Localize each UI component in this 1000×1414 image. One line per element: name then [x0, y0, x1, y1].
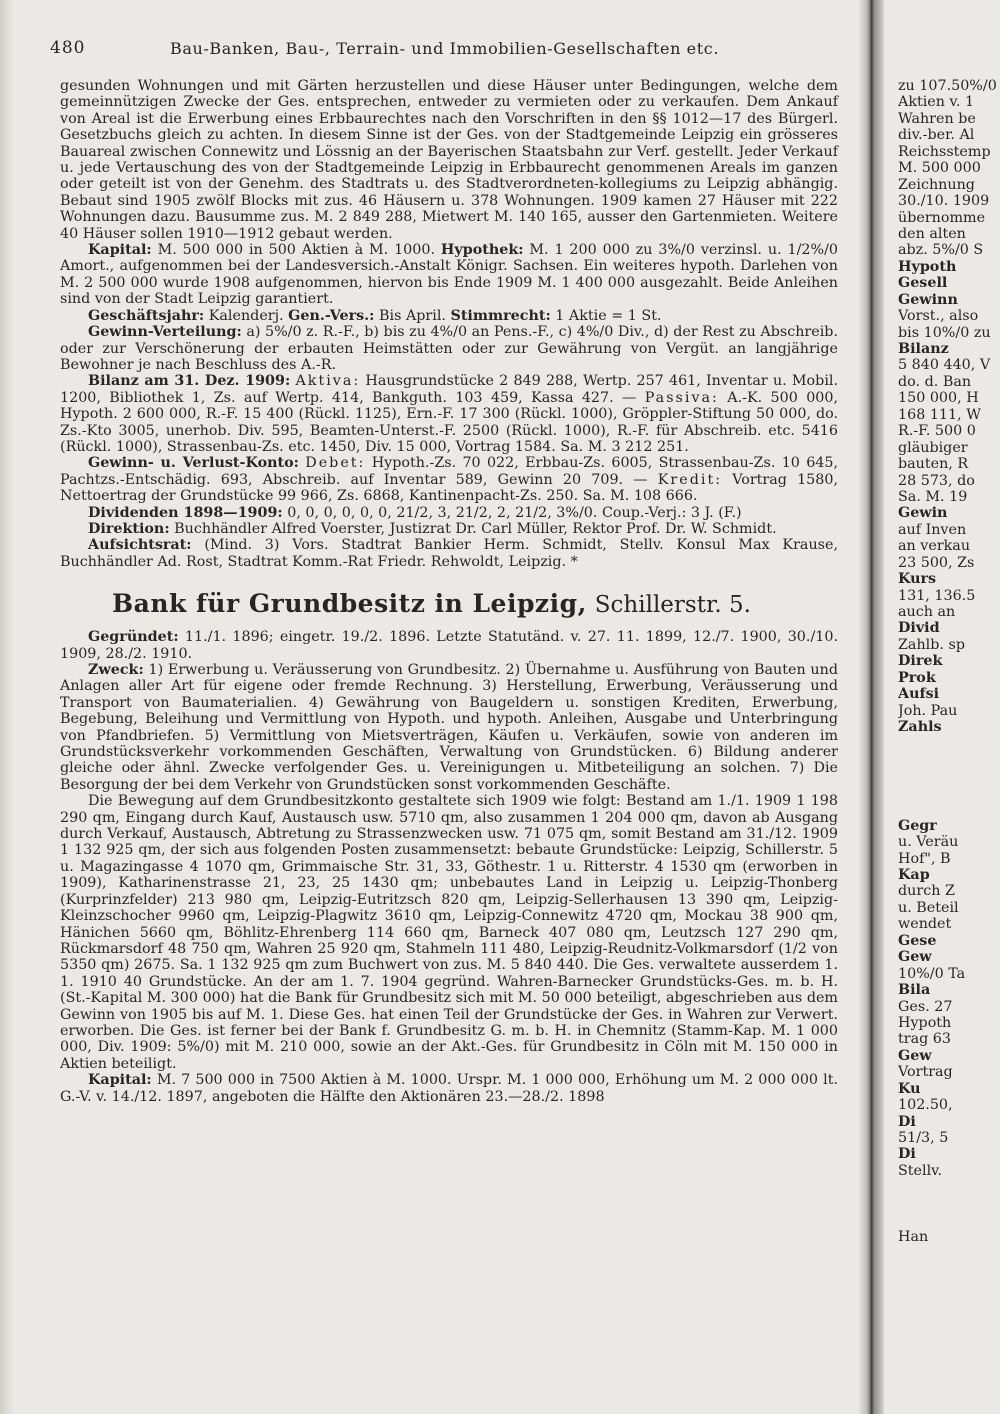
- adjacent-line: R.-F. 500 0: [898, 423, 976, 440]
- bank-zweck-paragraph: [60, 662, 838, 793]
- adjacent-line: 28 573, do: [898, 472, 975, 489]
- prev-gv-text: Bis April.: [378, 307, 446, 324]
- prev-kredit-text: Vortrag 1580, Nettoertrag der Grundstücke 99 966, Zs. 6868, Kantinenpacht-Zs. 250. Sa. M. 108 666.: [60, 471, 839, 505]
- prev-geschaeftsjahr-paragraph: [60, 308, 838, 324]
- adjacent-line: Divid: [898, 620, 940, 637]
- adjacent-line: M. 500 000: [898, 160, 981, 177]
- adjacent-line: [898, 1179, 1000, 1195]
- bank-gegr-text: 11./1. 1896; eingetr. 19./2. 1896. Letzte Statutänd. v. 27. 11. 1899, 12./7. 1900, 30./10. 1909, 28./2. 1910.: [60, 629, 839, 662]
- adjacent-line: Zahls: [898, 719, 942, 736]
- adjacent-line: Zeichnung: [898, 176, 975, 193]
- adjacent-line: Bilanz: [898, 341, 949, 357]
- adjacent-line: Kap: [898, 867, 930, 883]
- adjacent-line: Ges. 27: [898, 998, 953, 1015]
- adjacent-line: Reichsstemp: [898, 143, 991, 160]
- bank-kapital-paragraph: [60, 1072, 838, 1105]
- bank-gegruendet-paragraph: [60, 629, 838, 662]
- main-column: [60, 78, 838, 1105]
- running-title: Bau-Banken, Bau-, Terrain- und Immobilien-Gesellschaften etc.: [170, 39, 720, 58]
- adjacent-line: Aktien v. 1: [898, 94, 975, 111]
- adjacent-line: Han: [898, 1228, 929, 1245]
- adjacent-line: wendet: [898, 916, 952, 933]
- prev-dividenden-paragraph: [60, 505, 838, 521]
- adjacent-line: auch an: [898, 604, 956, 620]
- adjacent-line: 150 000, H: [898, 390, 979, 407]
- prev-direktion-paragraph: [60, 521, 838, 537]
- adjacent-line: Stellv.: [898, 1162, 943, 1179]
- prev-passiva-word: Passiva:: [644, 389, 719, 406]
- adjacent-line: Hypoth: [898, 258, 957, 275]
- prev-hypothek-text: M. 1 200 000 zu 3%/0 verzinsl. u. 1/2%/0 Amort., aufgenommen bei der Landesversich.-Anstalt Königr. Sachsen. Ein weiteres hypoth. Darlehen von M. 2 500 000 wurde 1908 aufgenommen, hiervon bis Ende 1909 M. 1 400 000 ausgezahlt. Beide Anleihen sind von der Stadt Leipzig garantiert.: [60, 242, 838, 308]
- prev-kredit-word: Kredit:: [657, 471, 723, 488]
- adjacent-line: Gewinn: [898, 291, 958, 308]
- prev-div-text: 0, 0, 0, 0, 0, 0, 21/2, 3, 21/2, 2, 21/2, 3%/0. Coup.-Verj.: 3 J. (F.): [287, 504, 742, 521]
- adjacent-line: bis 10%/0 zu: [898, 324, 991, 341]
- adjacent-line: Di: [898, 1146, 916, 1163]
- adjacent-line: Prok: [898, 669, 936, 686]
- adjacent-line: u. Beteil: [898, 899, 959, 916]
- bank-kapital-text: M. 7 500 000 in 7500 Aktien à M. 1000. Urspr. M. 1 000 000, Erhöhung um M. 2 000 000 lt. G.-V. v. 14./12. 1897, angeboten die Hälfte den Aktionären 23.—28./2. 1898: [60, 1072, 838, 1105]
- adjacent-line: Hypoth: [898, 1014, 952, 1031]
- adjacent-line: 51/3, 5: [898, 1130, 949, 1146]
- prev-stimm-label: Stimmrecht:: [450, 307, 551, 324]
- adjacent-line: [898, 785, 1000, 801]
- prev-stimm-text: 1 Aktie = 1 St.: [555, 307, 662, 324]
- adjacent-line: [898, 801, 1000, 817]
- bank-address: Schillerstr. 5.: [594, 592, 751, 619]
- adjacent-line: trag 63: [898, 1031, 951, 1048]
- adjacent-line: div.-ber. Al: [898, 127, 975, 144]
- adjacent-line: Hof", B: [898, 850, 951, 867]
- adjacent-line: zu 107.50%/0: [898, 78, 997, 94]
- adjacent-line: [898, 752, 1000, 768]
- adjacent-line: Zahlb. sp: [898, 636, 965, 653]
- adjacent-line: den alten: [898, 225, 966, 242]
- prev-kapital-label: Kapital:: [88, 242, 152, 259]
- page-header: [50, 38, 850, 62]
- prev-gewv-text: a) 5%/0 z. R.-F., b) bis zu 4%/0 an Pens.-F., c) 4%/0 Div., d) der Rest zu Abschreib. oder zur Verschönerung der erbauten Heimstätten oder zur Gewährung von Vergüt. an langjährige Bewohner je nach Beschluss des A.-R.: [60, 324, 838, 373]
- adjacent-line: gläubiger: [898, 439, 968, 456]
- adjacent-line: [898, 768, 1000, 784]
- adjacent-line: [898, 736, 1000, 752]
- adjacent-line: Bila: [898, 982, 931, 999]
- prev-gv-label: Gen.-Vers.:: [288, 307, 375, 324]
- adjacent-line: 30./10. 1909: [898, 193, 990, 210]
- adjacent-line: 131, 136.5: [898, 587, 976, 604]
- prev-entry-intro: gesunden Wohnungen und mit Gärten herzustellen und diese Häuser unter Bedingungen, welche dem gemeinnützigen Zwecke der Ges. entsprechen, entweder zu vermieten oder zu verkaufen. Dem Ankauf von Areal ist die Erwerbung eines Erbbaurechtes nach den Vorschriften in den §§ 1012—17 des Bürgerl. Gesetzbuchs gleich zu achten. In diesem Sinne ist der Ges. von der Stadtgemeinde Leipzig ein grösseres Bauareal zwischen Connewitz und Lössnig an der Bayerischen Staatsbahn zur Verf. gestellt. Jeder Verkauf u. jede Vertauschung des von der Stadtgemeinde Leipzig in Erbbaurecht genommenen Areals im ganzen oder geteilt ist von der Genehm. des Stadtrats u. des Stadtverordneten-kollegiums zu Leipzig abhängig. Bebaut sind 1905 zwölf Blocks mit zus. 46 Häusern u. 378 Wohnungen. 1909 kamen 27 Häuser mit 222 Wohnungen dazu. Bausumme zus. M. 2 849 288, Mietwert M. 140 165, ausser den Gartenmieten. Weitere 40 Häuser sollen 1910—1912 gebaut werden.: [60, 78, 838, 242]
- prev-debet-word: Debet:: [305, 455, 366, 472]
- prev-aktiva-word: Aktiva:: [295, 373, 361, 390]
- adjacent-line: [898, 1212, 1000, 1228]
- scan-edge-left: [0, 0, 14, 1414]
- adjacent-line: 168 111, W: [898, 406, 981, 423]
- bank-zweck-label: Zweck:: [88, 662, 144, 678]
- adjacent-line: Gese: [898, 932, 937, 949]
- adjacent-line: übernomme: [898, 209, 986, 226]
- adjacent-line: 102.50,: [898, 1097, 953, 1114]
- page-number: 480: [50, 38, 86, 58]
- adjacent-line: Aufsi: [898, 686, 940, 703]
- bank-kapital-label: Kapital:: [88, 1072, 152, 1089]
- adjacent-line: 10%/0 Ta: [898, 965, 966, 982]
- adjacent-line: Vorst., also: [898, 308, 979, 325]
- prev-guv-paragraph: [60, 455, 838, 504]
- adjacent-line: u. Veräu: [898, 834, 959, 851]
- adjacent-line: Gew: [898, 1047, 932, 1064]
- prev-ar-label: Aufsichtsrat:: [88, 537, 192, 554]
- adjacent-page-column: [898, 78, 1000, 1414]
- bank-zweck-text: 1) Erwerbung u. Veräusserung von Grundbesitz. 2) Übernahme u. Ausführung von Bauten und Anlagen aller Art für eigene oder fremde Rechnung. 3) Herstellung, Erwerbung, Veräusserung und Transport von Baumaterialien. 4) Gewährung von Baugeldern u. sonstigen Krediten, Erwerbung, Begebung, Beleihung und Vermittlung von Hypoth. und hypoth. Anleihen, Ausgabe und Unterbringung von Pfandbriefen. 5) Vermittlung von Mietsverträgen, Käufen u. Verkäufen, sowie von anderen im Grundstücksverkehr vorkommenden Geschäften, Verwaltung von Grundstücken. 6) Bildung anderer gleiche oder ähnl. Zwecke verfolgender Ges. u. Vereinigungen u. Mitbeteiligung an solchen. 7) Die Besorgung der bei dem Verkehr von Grundstücken sonst vorkommenden Geschäfte.: [60, 662, 838, 793]
- prev-aktiva-text: Hausgrundstücke 2 849 288, Wertp. 257 461, Inventar u. Mobil. 1200, Bibliothek 1, Zs. auf Wertp. 414, Bankguth. 103 459, Kassa 427. —: [60, 373, 839, 406]
- adjacent-line: durch Z: [898, 883, 955, 900]
- adjacent-line: an verkau: [898, 538, 971, 555]
- bank-name: Bank für Grundbesitz in Leipzig,: [112, 589, 587, 619]
- prev-gj-label: Geschäftsjahr:: [88, 307, 205, 324]
- prev-gewinnverteilung-paragraph: [60, 324, 838, 373]
- adjacent-line: Gegr: [898, 817, 937, 834]
- prev-bilanz-label: Bilanz am 31. Dez. 1909:: [88, 373, 291, 390]
- adjacent-line: Ku: [898, 1080, 921, 1097]
- prev-hypothek-label: Hypothek:: [440, 242, 524, 259]
- page-gutter: [858, 0, 884, 1414]
- adjacent-line: Di: [898, 1113, 916, 1130]
- adjacent-line: bauten, R: [898, 456, 969, 473]
- prev-dir-text: Buchhändler Alfred Voerster, Justizrat Dr. Carl Müller, Rektor Prof. Dr. W. Schmidt.: [174, 520, 777, 537]
- prev-kapital-text: M. 500 000 in 500 Aktien à M. 1000.: [157, 242, 436, 259]
- prev-gewv-label: Gewinn-Verteilung:: [88, 324, 242, 341]
- prev-div-label: Dividenden 1898—1909:: [88, 504, 283, 521]
- adjacent-line: Direk: [898, 653, 943, 670]
- adjacent-line: abz. 5%/0 S: [898, 242, 984, 259]
- prev-aufsichtsrat-paragraph: [60, 537, 838, 570]
- adjacent-line: [898, 1196, 1000, 1212]
- adjacent-line: Joh. Pau: [898, 702, 958, 719]
- adjacent-line: Kurs: [898, 571, 937, 588]
- bank-entry-title: [112, 588, 838, 621]
- adjacent-line: 23 500, Zs: [898, 554, 975, 571]
- bank-gegr-label: Gegründet:: [88, 629, 179, 646]
- adjacent-line: Gewin: [898, 505, 948, 522]
- adjacent-line: 5 840 440, V: [898, 357, 991, 374]
- prev-kapital-paragraph: [60, 242, 838, 308]
- prev-guv-label: Gewinn- u. Verlust-Konto:: [88, 455, 299, 472]
- adjacent-line: Wahren be: [898, 110, 976, 127]
- bank-bewegung-paragraph: Die Bewegung auf dem Grundbesitzkonto gestaltete sich 1909 wie folgt: Bestand am 1./1. 1909 1 198 290 qm, Eingang durch Kauf, Austausch usw. 5710 qm, also zusammen 1 204 000 qm, davon ab Ausgang durch Verkauf, Austausch, Abtretung zu Strassenzwecken usw. 71 075 qm, somit Bestand am 31./12. 1909 1 132 925 qm, der sich aus folgenden Posten zusammensetzt: bebaute Grundstücke: Leipzig, Schillerstr. 5 u. Magazingasse 4 1070 qm, Grimmaische Str. 31, 33, Göthestr. 1 u. Ritterstr. 4 1530 qm (erworben in 1909), Katharinenstrasse 21, 23, 25 1430 qm; unbebautes Land in Leipzig u. Leipzig-Thonberg (Kurprinzfelder) 213 980 qm, Leipzig-Eutritzsch 820 qm, Leipzig-Sellerhausen 13 390 qm, Leipzig-Kleinzschocher 9960 qm, Leipzig-Plagwitz 3610 qm, Leipzig-Connewitz 4720 qm, Mockau 38 900 qm, Hänichen 5660 qm, Böhlitz-Ehrenberg 114 660 qm, Barneck 407 080 qm, Leutzsch 127 290 qm, Rückmarsdorf 48 750 qm, Wahren 25 920 qm, Stahmeln 111 480, Leipzig-Reudnitz-Volkmarsdorf (1/2 von 5350 qm) 2675. Sa. 1 132 925 qm zum Buchwert von zus. M. 5 840 440. Die Ges. verwaltete ausserdem 1. 1. 1910 40 Grundstücke. An der am 1. 7. 1904 gegründ. Wahren-Barnecker Grundstücks-Ges. m. b. H. (St.-Kapital M. 300 000) hat die Bank für Grundbesitz sich mit M. 50 000 beteiligt, abgeschrieben aus dem Gewinn von 1905 bis auf M. 1. Diese Ges. hat einen Teil der Grundstücke der Ges. in Wahren zur Verwert. erworben. Die Ges. ist ferner bei der Bank f. Grundbesitz G. m. b. H. in Chemnitz (Stamm-Kap. M. 1 000 000, Div. 1909: 5%/0) mit M. 210 000, sowie an der Akt.-Ges. für Grundbesitz in Cöln mit M. 150 000 in Aktien beteiligt.: [60, 793, 838, 1072]
- adjacent-line: Gew: [898, 949, 932, 966]
- adjacent-line: Sa. M. 19: [898, 488, 968, 505]
- prev-debet-text: Hypoth.-Zs. 70 022, Erbbau-Zs. 6005, Strassenbau-Zs. 10 645, Pachtzs.-Entschädig. 693, Abschreib. auf Inventar 589, Gewinn 20 709. —: [60, 455, 839, 488]
- prev-passiva-text: A.-K. 500 000, Hypoth. 2 600 000, R.-F. 15 400 (Rückl. 1125), Ern.-F. 17 300 (Rückl. 1000), Gröppler-Stiftung 50 000, do. Zs.-Kto 3005, unerhob. Div. 595, Beamten-Unterst.-F. 2500 (Rückl. 1000), R.-F. für Abschreib. etc. 5416 (Rückl. 1000), Strassenbau-Zs. etc. 1450, Div. 15 000, Vortrag 1584. Sa. M. 3 212 251.: [60, 389, 839, 455]
- prev-dir-label: Direktion:: [88, 520, 170, 537]
- prev-gj-text: Kalenderj.: [208, 307, 284, 324]
- adjacent-line: Vortrag: [898, 1064, 953, 1081]
- adjacent-line: auf Inven: [898, 521, 967, 538]
- prev-bilanz-paragraph: [60, 373, 838, 455]
- adjacent-line: Gesell: [898, 275, 948, 292]
- prev-ar-text: (Mind. 3) Vors. Stadtrat Bankier Herm. Schmidt, Stellv. Konsul Max Krause, Buchhändler Ad. Rost, Stadtrat Komm.-Rat Friedr. Rehwoldt, Leipzig. *: [60, 537, 838, 570]
- adjacent-line: do. d. Ban: [898, 373, 972, 390]
